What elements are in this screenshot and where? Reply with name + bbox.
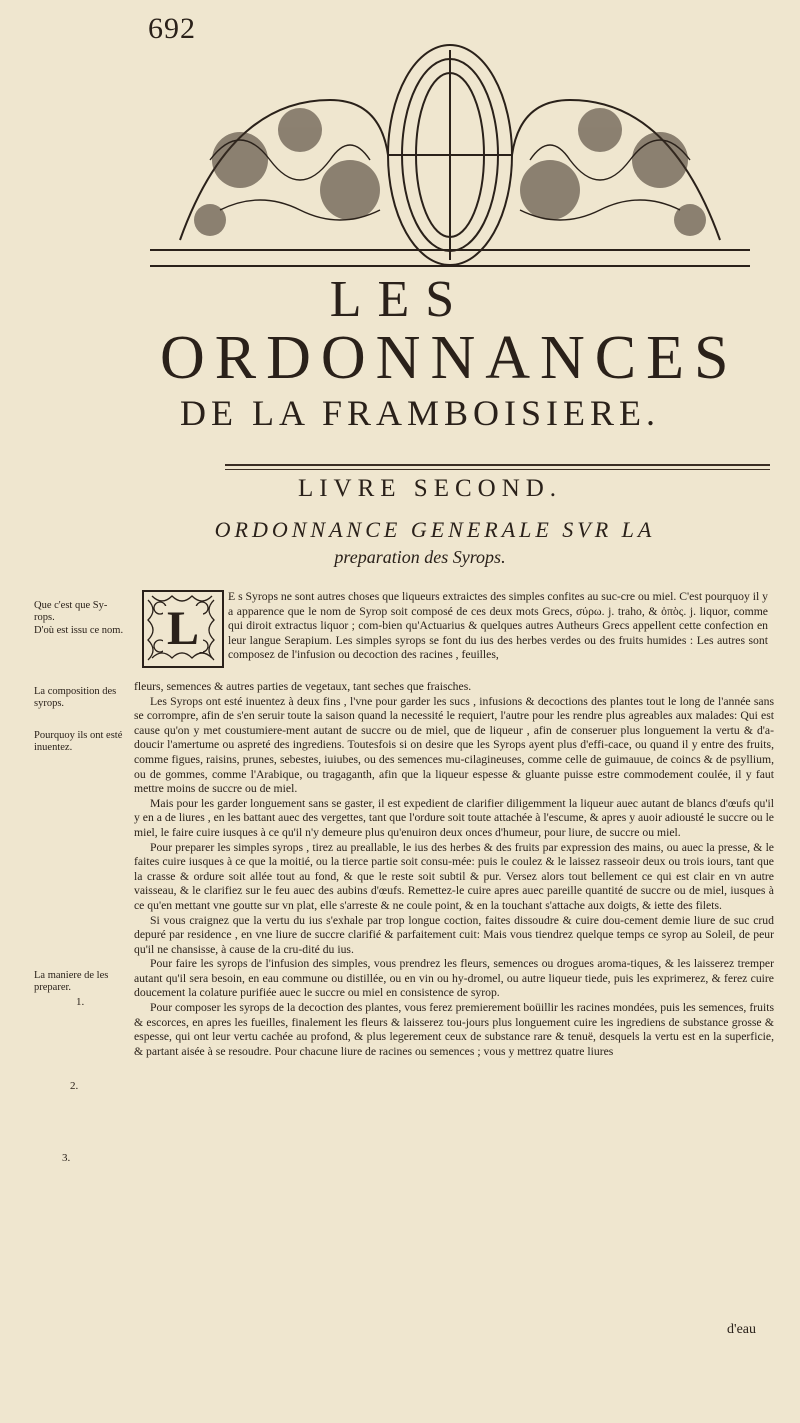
section-heading: ORDONNANCE GENERALE SVR LA [214, 517, 656, 542]
paragraph-number-2: 2. [70, 1080, 79, 1092]
margin-note-syrops: Que c'est que Sy-rops. [34, 600, 108, 623]
drop-cap-letter: L [163, 606, 203, 652]
title-de-la-framboisiere: DE LA FRAMBOISIERE. [179, 393, 661, 433]
margin-note-origin: D'où est issu ce nom. [34, 625, 124, 636]
section-subheading: preparation des Syrops. [334, 547, 506, 567]
paragraph-2: Les Syrops ont esté inuentez à deux fins , l'vne pour garder les sucs , infusions & decoctions des plantes tout le long de l'année sans se corrompre, afin de s'en seruir toute la saison quand la necessité le requiert, l'autre pour les rendre plus agreables aux malades: Qui est cause qu'on y met coustumiere-ment autant de succre ou de miel, que de liqueur , afin de conseruer plus longuement la vertu & d'a-doucir l'amertume ou aspreté des ingrediens. Toutesfois si on desire que les Syrops ayent plus d'effi-cace, ou quand il y entre des fruits, comme figues, raisins, prunes, sebestes, iuiubes, ou des semences mu-cilagineuses, comme celle de guimauue, de coincs & de psyllium, ou de gommes, comme l'Arabique, ou tragaganth, afin que la liqueur espesse & gluante puisse estre commodement coulée, il y faut mettre moins de succre ou de miel. [134, 694, 774, 796]
paragraph-3: Mais pour les garder longuement sans se gaster, il est expedient de clarifier diligemment la liqueur auec autant de blancs d'œufs qu'il y en a de liures , en les battant auec des vergettes, tant que l'ordure soit toute attachée à l'escume, & apres y auoir adiousté le succre ou le miel, le faire cuire iusques à ce qu'il n'y demeure plus qu'enuiron deux onces d'humeur, pour liure, de succre ou miel. [134, 796, 774, 839]
margin-note-preparation: La maniere de les preparer. [34, 970, 109, 993]
paragraph-6: Pour faire les syrops de l'infusion des simples, vous prendrez les fleurs, semences ou drogues aroma-tiques, & les laisserez tremper autant qu'il sera besoin, en eau commune ou distillée, ou en vin ou hy-dromel, ou autre liqueur tiede, puis les exprimerez, & ferez cuire doucement la colature purifiée auec le succre ou miel en consistence de syrop. [134, 957, 774, 1000]
ornamental-headpiece-icon [150, 40, 750, 270]
title-ordonnances: ORDONNANCES [160, 324, 739, 392]
paragraph-1-first: E s Syrops ne sont autres choses que liqueurs extraictes des simples confites au suc-cre ou miel. C'est pourquoy il y a apparence que le nom de Syrop soit composé de ces deux mots Grecs, σύρω. j. traho, & ὀπὸς. j. liquor, comme qui diroit extractus liquor ; com-bien qu'Actuarius & quelques autres Autheurs Grecs appellent cette confection en leur langue Serapium. Les simples syrops se font du ius des herbes verdes ou des fruits humides : Les autres sont composez de l'infusion ou decoction des racines , feuilles, [228, 590, 768, 662]
paragraph-number-3: 3. [62, 1152, 71, 1164]
book-heading: LIVRE SECOND. [297, 475, 563, 502]
paragraph-5: Si vous craignez que la vertu du ius s'exhale par trop longue coction, faites dissoudre & cuire dou-cement demie liure de suc crud depuré par residence , en vne liure de succre clarifié & parfaitement cuit: Mais vous tiendrez quelque temps ce syrop au Soleil, de peur qu'il ne chansisse, à cause de la cru-dité du ius. [134, 913, 774, 956]
ornate-drop-cap-icon [142, 590, 224, 668]
page-number: 692 [148, 12, 196, 45]
paragraph-1-wrapped [228, 590, 768, 663]
catchword: d'eau [727, 1322, 756, 1337]
title-rule [225, 464, 770, 466]
paragraph-1-rest: fleurs, semences & autres parties de vegetaux, tant seches que fraisches. [134, 680, 472, 693]
margin-note-composition: La composition des syrops. [34, 686, 117, 709]
main-text-column [134, 680, 774, 1059]
paragraph-7: Pour composer les syrops de la decoction des plantes, vous ferez premierement boüillir les racines mondées, puis les semences, fruits & escorces, en apres les fueilles, finalement les fleurs & laisserez tou-jours plus longuement cuire les ingrediens de substance grosse & espesse, qui ont leur vertu cachée au profond, & plus legerement ceux de substance rare & tenuë, desquels la vertu est en la superficie, & partant aisée à se resoudre. Pour chacune liure de racines ou semences ; vous y mettrez quatre liures [134, 1001, 774, 1058]
title-les: LES [329, 271, 471, 328]
paragraph-number-1: 1. [76, 996, 85, 1008]
margin-note-purpose: Pourquoy ils ont esté inuentez. [34, 730, 123, 753]
title-rule-thin [225, 469, 770, 470]
paragraph-4: Pour preparer les simples syrops , tirez au preallable, le ius des herbes & des fruits par expression des mains, ou auec la presse, & le faites cuire iusques à ce que la moitié, ou la tierce partie soit consu-mée: puis le coulez & le laissez rasseoir deux ou trois iours, tant que la crasse & ordure soit allée tout au fond, & que le reste soit subtil & pur. Versez alors tout bellement ce qui est clair en vn autre vaisseau, & le clarifiez sur le feu auec des aubins d'œufs. Remettez-le cuire apres auec pareille quantité de succre ou de miel, iusques à ce qu'en mettant vne goutte sur vn plat, elle s'arreste & ne coule point, & en la touchant s'attache aux doigts, & iette des filets. [134, 840, 774, 912]
